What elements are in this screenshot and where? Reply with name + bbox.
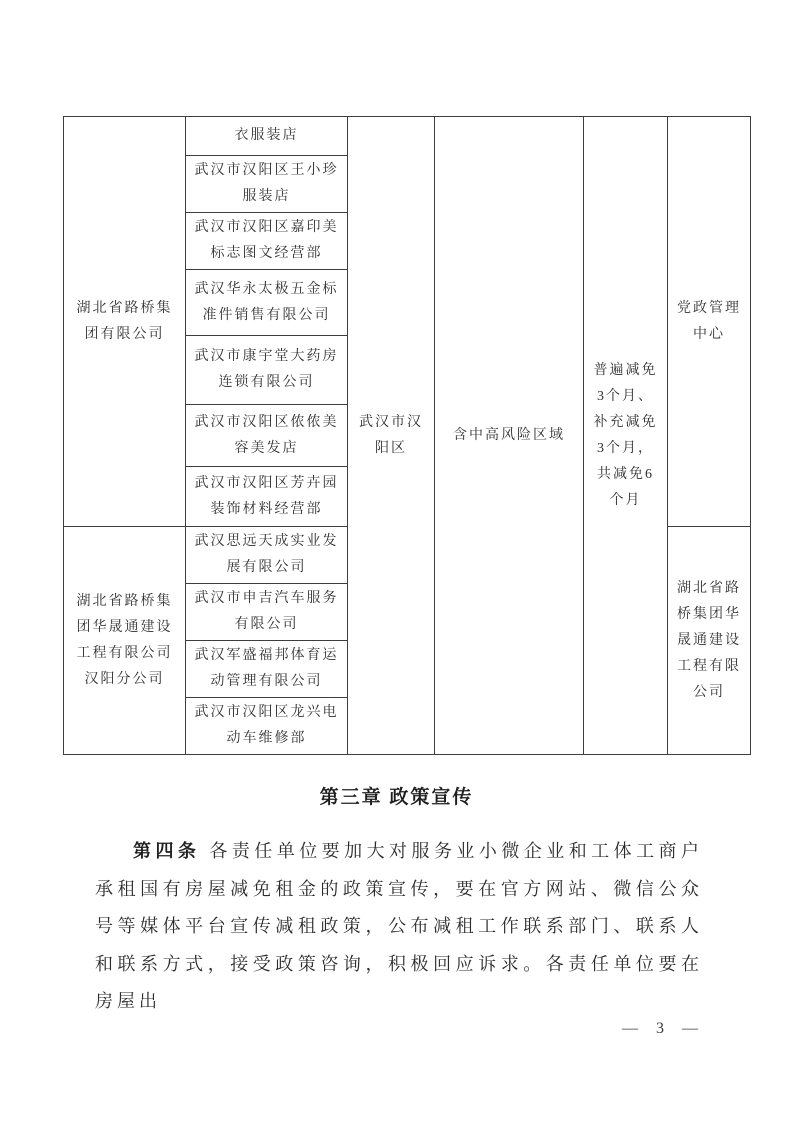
clause-label: 第四条 <box>133 841 201 861</box>
district-cell: 武汉市汉阳区 <box>348 117 435 755</box>
unit-cell: 湖北省路桥集团有限公司 <box>64 117 186 527</box>
merchant-cell: 武汉思远天成实业发展有限公司 <box>186 527 348 584</box>
unit-cell: 湖北省路桥集团华晟通建设工程有限公司汉阳分公司 <box>64 527 186 755</box>
merchant-cell: 衣服装店 <box>186 117 348 156</box>
merchant-cell: 武汉市汉阳区芳卉园装饰材料经营部 <box>186 467 348 527</box>
clause-paragraph <box>95 833 703 1021</box>
manager-cell: 党政管理中心 <box>668 117 751 527</box>
merchant-cell: 武汉华永太极五金标准件销售有限公司 <box>186 270 348 336</box>
clause-text: 各责任单位要加大对服务业小微企业和工体工商户承租国有房屋减免租金的政策宣传，要在官方网站、微信公众号等媒体平台宣传减租政策，公布减租工作联系部门、联系人和联系方式，接受政策咨询，积极回应诉求。各责任单位要在房屋出 <box>95 841 704 1011</box>
table-row <box>64 117 751 156</box>
merchant-cell: 武汉军盛福邦体育运动管理有限公司 <box>186 641 348 698</box>
manager-cell: 湖北省路桥集团华晟通建设工程有限公司 <box>668 527 751 755</box>
merchant-cell: 武汉市申吉汽车服务有限公司 <box>186 584 348 641</box>
relief-policy-cell: 普遍减免3个月、补充减免3个月，共减免6个月 <box>584 117 668 755</box>
merchant-cell: 武汉市汉阳区龙兴电动车维修部 <box>186 698 348 755</box>
merchant-cell: 武汉市汉阳区嘉印美标志图文经营部 <box>186 213 348 270</box>
merchant-cell: 武汉市康宇堂大药房连锁有限公司 <box>186 336 348 405</box>
chapter-heading: 第三章 政策宣传 <box>319 787 474 808</box>
rent-relief-table <box>63 116 751 755</box>
merchant-cell: 武汉市汉阳区王小珍服装店 <box>186 156 348 213</box>
page-number: — 3 — <box>622 1020 705 1037</box>
merchant-cell: 武汉市汉阳区侬侬美容美发店 <box>186 405 348 467</box>
risk-area-cell: 含中高风险区域 <box>435 117 584 755</box>
